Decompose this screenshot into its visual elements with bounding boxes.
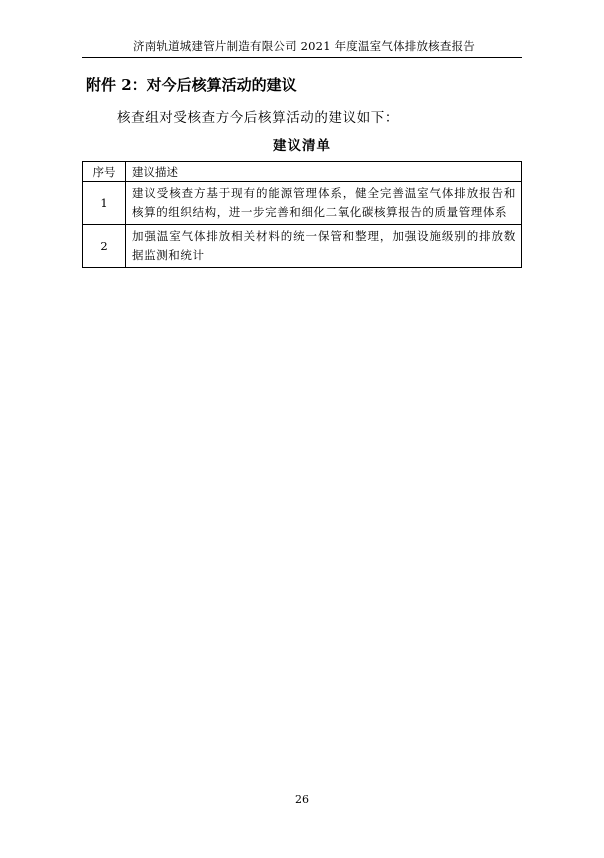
table-title: 建议清单 bbox=[273, 138, 331, 154]
recommendations-table bbox=[82, 161, 522, 268]
row-number: 1 bbox=[83, 182, 126, 225]
page-header: 济南轨道城建管片制造有限公司 2021 年度温室气体排放核查报告 bbox=[133, 39, 475, 53]
column-header-description: 建议描述 bbox=[126, 162, 522, 182]
row-description: 建议受核查方基于现有的能源管理体系，健全完善温室气体排放报告和核算的组织结构，进一步完善和细化二氧化碳核算报告的质量管理体系 bbox=[126, 182, 522, 225]
header-rule bbox=[82, 57, 522, 58]
table-row bbox=[83, 182, 522, 225]
row-number: 2 bbox=[83, 225, 126, 268]
table-header-row bbox=[83, 162, 522, 182]
table-row bbox=[83, 225, 522, 268]
intro-paragraph: 核查组对受核查方今后核算活动的建议如下： bbox=[117, 110, 399, 126]
row-description: 加强温室气体排放相关材料的统一保管和整理，加强设施级别的排放数据监测和统计 bbox=[126, 225, 522, 268]
column-header-number: 序号 bbox=[83, 162, 126, 182]
section-heading: 附件 2：对今后核算活动的建议 bbox=[86, 76, 297, 94]
page-number: 26 bbox=[295, 793, 309, 806]
